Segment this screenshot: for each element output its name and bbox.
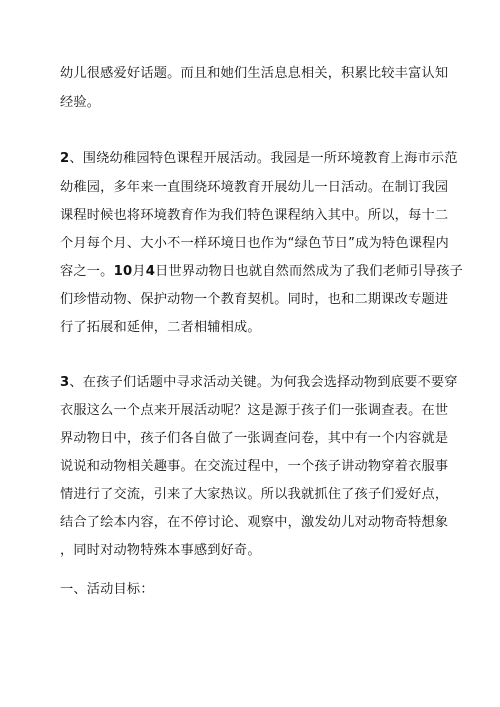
para2-number: 2 (60, 151, 70, 166)
para3-line-7: ，同时对动物特殊本事感到好奇。 (60, 543, 261, 558)
para3-line-4: 说说和动物相关趣事。在交流过程中，一个孩子讲动物穿着衣服事 (60, 459, 449, 474)
para3-line-1-text: 、在孩子们话题中寻求活动关键。为何我会选择动物到底要不要穿 (69, 375, 458, 390)
para2-line-5-start: 容之一。 (60, 264, 114, 279)
para2-line-4: 个月每个月、大小不一样环境日也作为“绿色节日”成为特色课程内 (60, 236, 449, 251)
para3-line-1 (60, 375, 458, 391)
para2-line-2: 幼稚园，多年来一直围绕环境教育开展幼儿一日活动。在制订我园 (60, 180, 449, 195)
para3-line-2: 衣服这么一个点来开展活动呢？这是源于孩子们一张调查表。在世 (60, 403, 449, 418)
para2-line-5 (60, 264, 463, 280)
para2-line-3: 课程时候也将环境教育作为我们特色课程纳入其中。所以，每十二 (60, 208, 449, 223)
month-char: 月 (132, 264, 146, 279)
para2-line-7: 行了拓展和延伸，二者相辅相成。 (60, 320, 261, 335)
para3-line-3: 界动物日中，孩子们各自做了一张调查问卷，其中有一个内容就是 (60, 431, 449, 446)
para3-number: 3 (60, 375, 70, 390)
section-heading: 一、活动目标： (60, 582, 154, 597)
para2-line-1-text: 、围绕幼稚园特色课程开展活动。我园是一所环境教育上海市示范 (69, 151, 458, 166)
para2-line-1 (60, 151, 458, 167)
intro-line-1: 幼儿很感爱好话题。而且和她们生活息息相关，积累比较丰富认知 (60, 66, 449, 81)
intro-line-2: 经验。 (60, 95, 101, 110)
para3-line-6: 结合了绘本内容，在不停讨论、观察中，激发幼儿对动物奇特想象 (60, 515, 449, 530)
date-day: 4 (145, 264, 156, 279)
date-month: 10 (113, 264, 133, 279)
para3-line-5: 情进行了交流，引来了大家热议。所以我就抓住了孩子们爱好点， (60, 487, 449, 502)
para2-line-6: 们珍惜动物、保护动物一个教育契机。同时，也和二期课改专题进 (60, 292, 449, 307)
para2-line-5-end: 日世界动物日也就自然而然成为了我们老师引导孩子 (155, 264, 464, 279)
